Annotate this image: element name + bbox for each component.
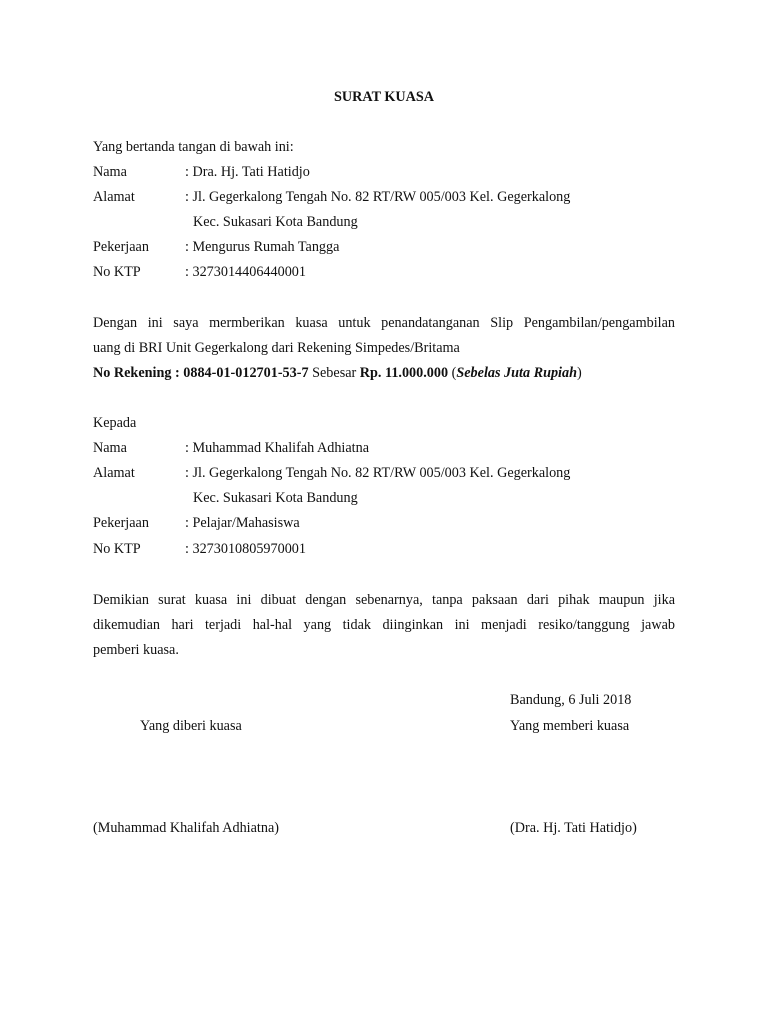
amount-value: Rp. 11.000.000 bbox=[359, 365, 449, 381]
purpose-line-1-text: Dengan ini saya mermberikan kuasa untuk penandatanganan Slip Pengambilan/pengambilan bbox=[93, 315, 675, 331]
grantor-signature-name: (Dra. Hj. Tati Hatidjo) bbox=[510, 820, 637, 836]
grantor-address-value-1: : Jl. Gegerkalong Tengah No. 82 RT/RW 005/003 Kel. Gegerkalong bbox=[185, 189, 571, 205]
grantee-signature-name: (Muhammad Khalifah Adhiatna) bbox=[93, 820, 279, 836]
grantee-name-value: : Muhammad Khalifah Adhiatna bbox=[185, 440, 370, 456]
grantor-ktp-label: No KTP bbox=[93, 264, 141, 280]
closing-line-1 bbox=[93, 591, 675, 609]
grantee-address-value-1: : Jl. Gegerkalong Tengah No. 82 RT/RW 005/003 Kel. Gegerkalong bbox=[185, 465, 571, 481]
grantee-name-label: Nama bbox=[93, 440, 127, 456]
grantor-address-value-2: Kec. Sukasari Kota Bandung bbox=[193, 214, 358, 230]
purpose-line-2: uang di BRI Unit Gegerkalong dari Rekening Simpedes/Britama bbox=[93, 340, 460, 356]
grantee-address-value-2: Kec. Sukasari Kota Bandung bbox=[193, 490, 358, 506]
place-date: Bandung, 6 Juli 2018 bbox=[510, 692, 632, 708]
grantee-ktp-label: No KTP bbox=[93, 541, 141, 557]
grantor-name-value: : Dra. Hj. Tati Hatidjo bbox=[185, 164, 310, 180]
sebesar-text: Sebesar bbox=[308, 365, 360, 381]
grantee-occupation-value: : Pelajar/Mahasiswa bbox=[185, 515, 300, 531]
grantor-occupation-value: : Mengurus Rumah Tangga bbox=[185, 239, 340, 255]
paren-close: ) bbox=[576, 365, 582, 381]
rekening-number: No Rekening : 0884-01-012701-53-7 bbox=[93, 365, 309, 381]
closing-line-2 bbox=[93, 616, 675, 634]
grantor-occupation-label: Pekerjaan bbox=[93, 239, 149, 255]
grantee-role: Yang diberi kuasa bbox=[140, 718, 242, 734]
amount-words: Sebelas Juta Rupiah bbox=[456, 365, 577, 381]
rekening-line bbox=[93, 364, 582, 382]
grantor-role: Yang memberi kuasa bbox=[510, 718, 630, 734]
grantor-name-label: Nama bbox=[93, 164, 127, 180]
purpose-line-1 bbox=[93, 314, 675, 332]
grantor-address-label: Alamat bbox=[93, 189, 135, 205]
closing-line-2-text: dikemudian hari terjadi hal-hal yang tidak diinginkan ini menjadi resiko/tanggung jawab bbox=[93, 617, 675, 633]
grantee-occupation-label: Pekerjaan bbox=[93, 515, 149, 531]
grantee-ktp-value: : 3273010805970001 bbox=[185, 541, 306, 557]
intro-text: Yang bertanda tangan di bawah ini: bbox=[93, 139, 294, 155]
closing-line-1-text: Demikian surat kuasa ini dibuat dengan sebenarnya, tanpa paksaan dari pihak maupun jika bbox=[93, 592, 675, 608]
grantee-address-label: Alamat bbox=[93, 465, 135, 481]
kepada-text: Kepada bbox=[93, 415, 137, 431]
grantor-ktp-value: : 3273014406440001 bbox=[185, 264, 306, 280]
document-title: SURAT KUASA bbox=[334, 89, 434, 105]
paren-open: ( bbox=[448, 365, 457, 381]
closing-line-3: pemberi kuasa. bbox=[93, 642, 179, 658]
